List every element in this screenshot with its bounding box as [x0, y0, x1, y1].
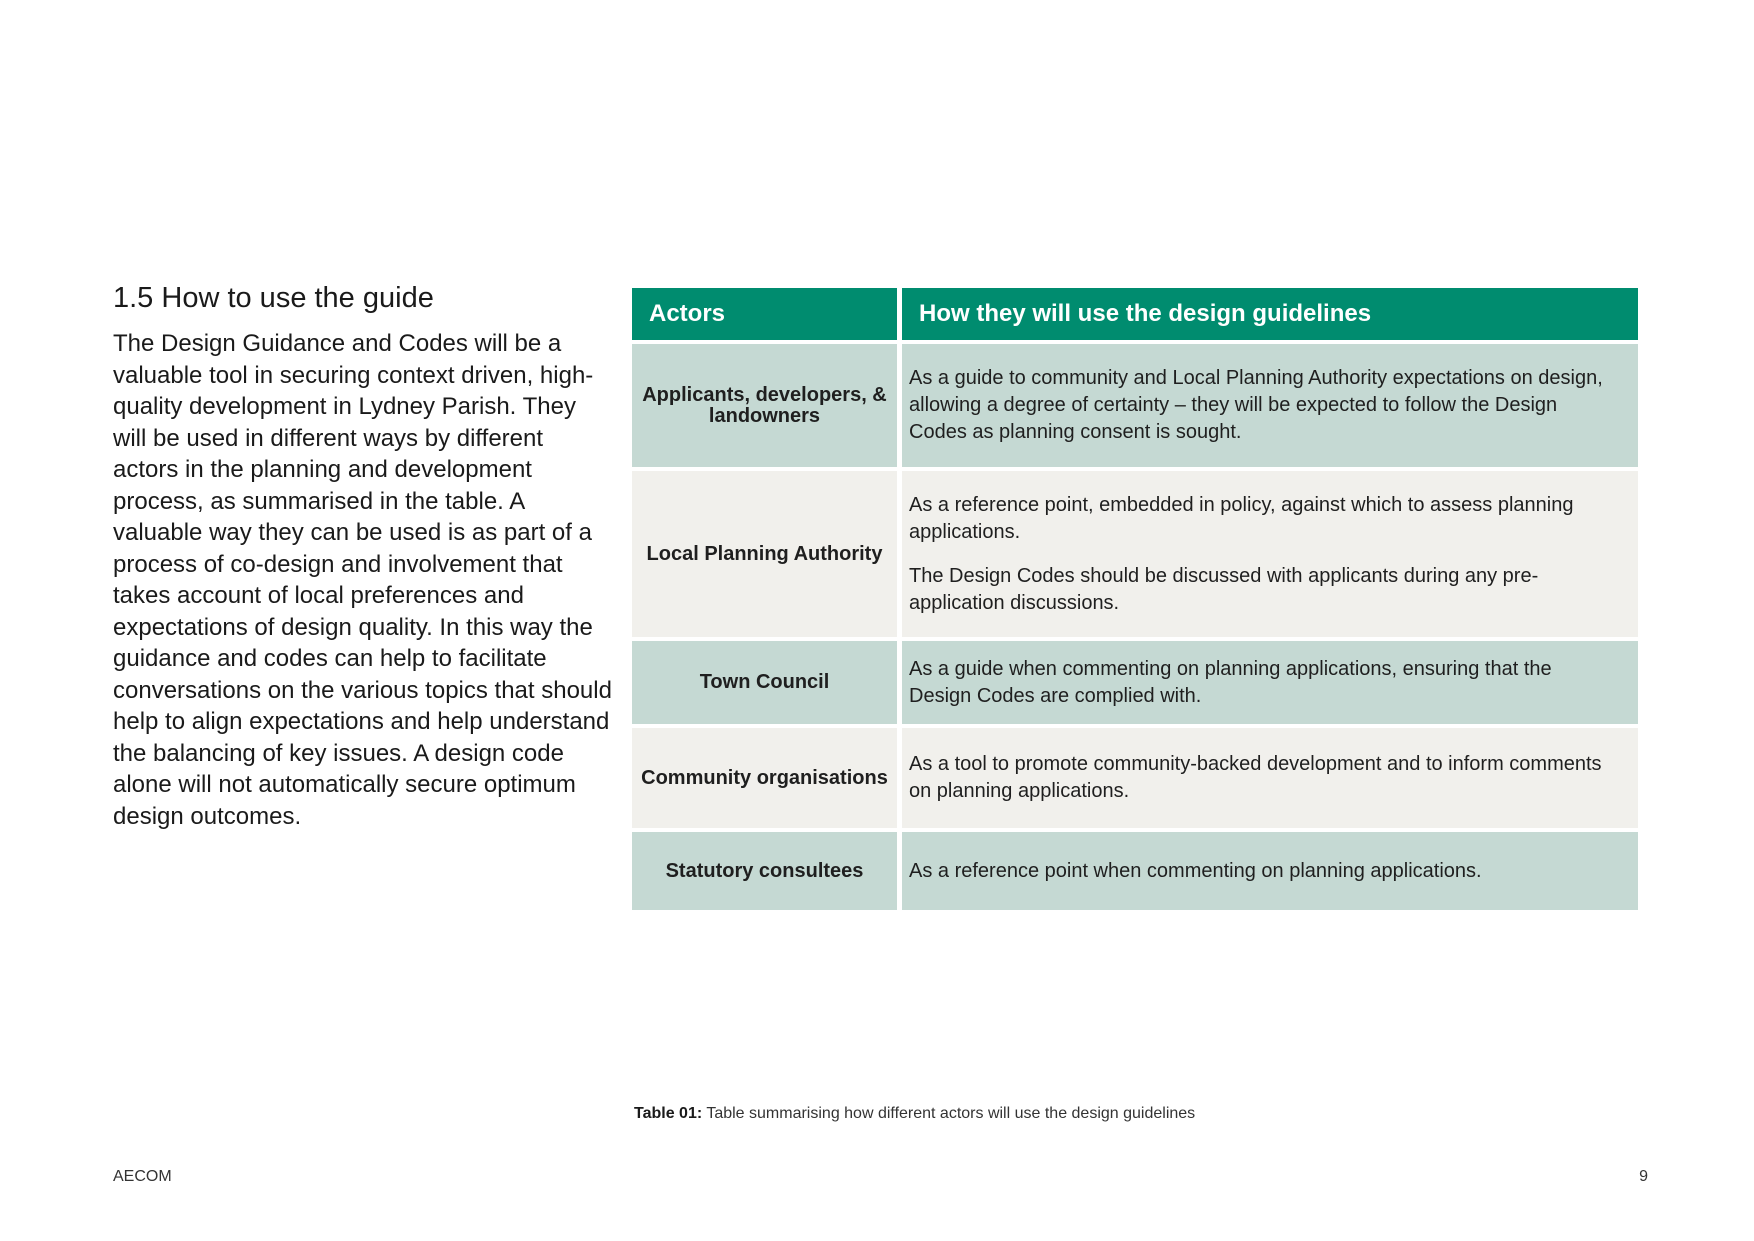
actor-cell: Town Council: [632, 641, 897, 724]
usage-cell: [902, 832, 1638, 910]
usage-text: As a tool to promote community-backed development and to inform comments on planning applications.: [909, 753, 1602, 802]
actors-table: [627, 284, 1643, 914]
table-row: [632, 641, 1638, 724]
caption-text: Table summarising how different actors will use the design guidelines: [706, 1105, 1196, 1122]
usage-text: As a guide to community and Local Planning Authority expectations on design, allowing a degree of certainty – they will be expected to follow the Design Codes as planning consent is sought.: [909, 367, 1603, 443]
usage-cell: [902, 344, 1638, 467]
table-header-row: [632, 288, 1638, 340]
usage-text: As a reference point when commenting on planning applications.: [909, 859, 1482, 882]
section-body: The Design Guidance and Codes will be a valuable tool in securing context driven, high-quality development in Lydney Parish. They will be used in different ways by different actors in the planning and development process, as summarised in the table. A valuable way they can be used is as part of a process of co-design and involvement that takes account of local preferences and expectations of design quality. In this way the guidance and codes can help to facilitate conversations on the various topics that should help to align expectations and help understand the balancing of key issues. A design code alone will not automatically secure optimum design outcomes.: [113, 330, 612, 830]
header-actors: Actors: [632, 288, 897, 340]
actor-cell: Applicants, developers, & landowners: [632, 344, 897, 467]
table-row: [632, 832, 1638, 910]
table-row: [632, 471, 1638, 637]
section-title: 1.5 How to use the guide: [113, 282, 434, 314]
usage-cell: [902, 728, 1638, 828]
footer-brand: AECOM: [113, 1168, 172, 1185]
usage-text: As a reference point, embedded in policy, against which to assess planning applications.: [909, 493, 1574, 543]
caption-label: Table 01:: [634, 1105, 703, 1122]
table-row: [632, 728, 1638, 828]
page-number: 9: [1639, 1168, 1648, 1185]
table-row: [632, 344, 1638, 467]
actor-cell: Community organisations: [632, 728, 897, 828]
actor-cell: Statutory consultees: [632, 832, 897, 910]
actor-cell: Local Planning Authority: [632, 471, 897, 637]
usage-cell: [902, 471, 1638, 637]
usage-text: The Design Codes should be discussed with applicants during any pre-application discussions.: [909, 564, 1539, 614]
table-caption: [634, 1105, 1195, 1123]
header-usage: How they will use the design guidelines: [902, 288, 1638, 340]
usage-text: As a guide when commenting on planning applications, ensuring that the Design Codes are complied with.: [909, 657, 1552, 707]
usage-cell: [902, 641, 1638, 724]
